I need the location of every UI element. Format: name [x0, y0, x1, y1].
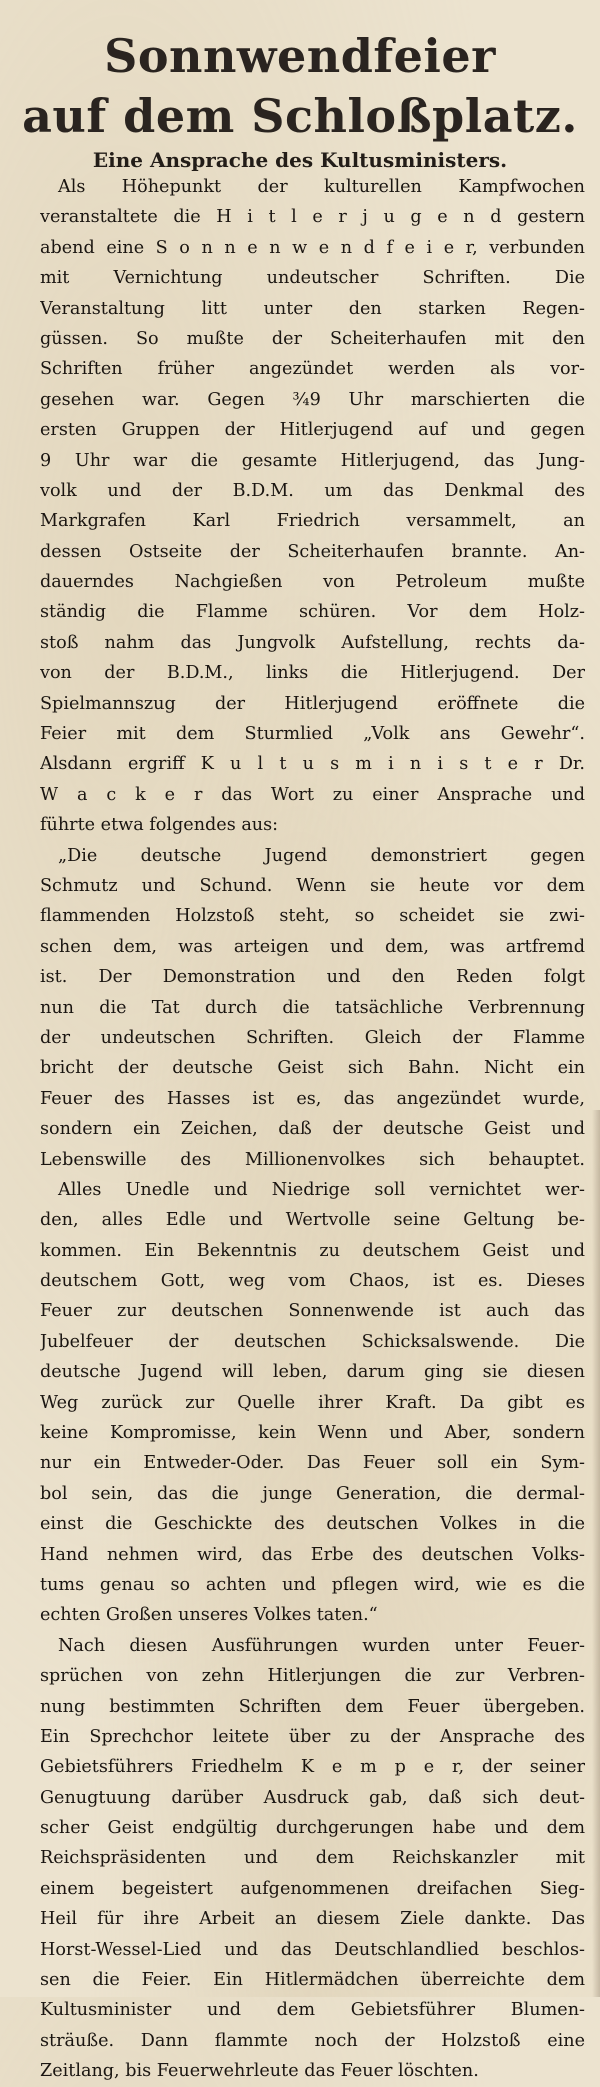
- article-line: Markgrafen Karl Friedrich versammelt, an: [40, 511, 585, 532]
- article-line: Schmutz und Schund. Wenn sie heute vor dem: [40, 875, 585, 896]
- article-line: Schriften früher angezündet werden als vor-: [40, 359, 585, 380]
- article-line: volk und der B.D.M. um das Denkmal des: [40, 480, 585, 501]
- article-line: Veranstaltung litt unter den starken Regen-: [40, 298, 585, 319]
- article-line: Feuer zur deutschen Sonnenwende ist auch das: [40, 1301, 585, 1322]
- article-line: einst die Geschickte des deutschen Volkes in die: [40, 1514, 585, 1535]
- article-line: veranstaltete die H i t l e r j u g e n d gestern: [40, 207, 585, 228]
- article-line: ist. Der Demonstration und den Reden folgt: [40, 967, 585, 988]
- article-line: nur ein Entweder-Oder. Das Feuer soll ein Sym-: [40, 1453, 585, 1474]
- article-line: deutsche Jugend will leben, darum ging sie diesen: [40, 1362, 585, 1383]
- article-line: Ein Sprechchor leitete über zu der Ansprache des: [40, 1726, 585, 1747]
- article-line: der undeutschen Schriften. Gleich der Flamme: [40, 1027, 585, 1048]
- article-line: Kultusminister und dem Gebietsführer Blumen-: [40, 2000, 585, 2021]
- article-line: Lebenswille des Millionenvolkes sich behauptet.: [40, 1149, 585, 1170]
- article-line: Als Höhepunkt der kulturellen Kampfwochen: [58, 177, 585, 197]
- article-line: bricht der deutsche Geist sich Bahn. Nicht ein: [40, 1058, 585, 1079]
- article-line: von der B.D.M., links die Hitlerjugend. Der: [40, 663, 585, 684]
- article-line: Feuer des Hasses ist es, das angezündet wurde,: [40, 1088, 585, 1109]
- article-line: Horst-Wessel-Lied und das Deutschlandlied beschlos-: [40, 1939, 585, 1960]
- article-line: deutschem Gott, weg vom Chaos, ist es. Dieses: [40, 1271, 585, 1292]
- article-line: kommen. Ein Bekenntnis zu deutschem Geist und: [40, 1240, 585, 1261]
- article-line: sen die Feier. Ein Hitlermädchen überreichte dem: [40, 1970, 585, 1991]
- article-line: nung bestimmten Schriften dem Feuer übergeben.: [40, 1696, 585, 1717]
- article-line: „Die deutsche Jugend demonstriert gegen: [58, 845, 585, 866]
- article-line: güssen. So mußte der Scheiterhaufen mit den: [40, 328, 585, 349]
- article-line: flammenden Holzstoß steht, so scheidet sie zwi-: [40, 906, 585, 927]
- article-line: stoß nahm das Jungvolk Aufstellung, rechts da-: [40, 632, 585, 653]
- article-line: sträuße. Dann flammte noch der Holzstoß eine: [40, 2030, 585, 2051]
- article-line: den, alles Edle und Wertvolle seine Geltung be-: [40, 1210, 585, 1231]
- article-line: keine Kompromisse, kein Wenn und Aber, sondern: [40, 1423, 585, 1444]
- article-body: [40, 172, 585, 2087]
- article-line: 9 Uhr war die gesamte Hitlerjugend, das Jung-: [40, 450, 585, 471]
- page-edge-shadow: [592, 1110, 600, 1997]
- article-line: Alsdann ergriff K u l t u s m i n i s t e r Dr.: [40, 754, 585, 775]
- article-line: ersten Gruppen der Hitlerjugend auf und gegen: [40, 420, 585, 441]
- article-line: Heil für ihre Arbeit an diesem Ziele dankte. Das: [40, 1909, 585, 1930]
- article-line: echten Großen unseres Volkes taten.“: [40, 1605, 378, 1626]
- headline-line-2: auf dem Schloßplatz.: [22, 89, 578, 143]
- article-line: schen dem, was arteigen und dem, was artfremd: [40, 936, 585, 957]
- article-line: dessen Ostseite der Scheiterhaufen brannte. An-: [40, 541, 585, 562]
- article-line: Jubelfeuer der deutschen Schicksalswende. Die: [40, 1331, 585, 1352]
- article-line: Nach diesen Ausführungen wurden unter Feuer-: [58, 1635, 585, 1656]
- article-line: Weg zurück zur Quelle ihrer Kraft. Da gibt es: [40, 1392, 585, 1413]
- article-line: Spielmannszug der Hitlerjugend eröffnete die: [40, 693, 585, 714]
- article-line: dauerndes Nachgießen von Petroleum mußte: [40, 572, 585, 593]
- article-line: nun die Tat durch die tatsächliche Verbrennung: [40, 997, 585, 1018]
- subheadline: Eine Ansprache des Kultusministers.: [92, 148, 508, 172]
- article-line: sondern ein Zeichen, daß der deutsche Geist und: [40, 1119, 585, 1140]
- article-line: Zeitlang, bis Feuerwehrleute das Feuer löschten.: [40, 2061, 479, 2082]
- headline-line-1: Sonnwendfeier: [104, 29, 496, 83]
- article-line: Genugtuung darüber Ausdruck gab, daß sich deut-: [40, 1787, 585, 1808]
- article-line: tums genau so achten und pflegen wird, wie es die: [40, 1574, 585, 1595]
- article-line: mit Vernichtung undeutscher Schriften. Die: [40, 268, 585, 289]
- article-line: scher Geist endgültig durchgerungen habe und dem: [40, 1818, 585, 1839]
- article-line: Gebietsführers Friedhelm K e m p e r, der seiner: [40, 1757, 585, 1778]
- article-line: Alles Unedle und Niedrige soll vernichtet wer-: [58, 1179, 585, 1200]
- article-line: Reichspräsidenten und dem Reichskanzler mit: [40, 1848, 585, 1869]
- article-line: W a c k e r das Wort zu einer Ansprache und: [40, 784, 585, 805]
- article-line: führte etwa folgendes aus:: [40, 815, 279, 836]
- article-line: sprüchen von zehn Hitlerjungen die zur Verbren-: [40, 1666, 585, 1687]
- article-line: Feier mit dem Sturmlied „Volk ans Gewehr“.: [40, 724, 585, 745]
- article-line: abend eine S o n n e n w e n d f e i e r, verbunden: [40, 237, 585, 258]
- article-line: gesehen war. Gegen ¾9 Uhr marschierten die: [40, 389, 585, 410]
- article-line: einem begeistert aufgenommenen dreifachen Sieg-: [40, 1878, 585, 1899]
- article-line: ständig die Flamme schüren. Vor dem Holz-: [40, 602, 585, 623]
- article-line: bol sein, das die junge Generation, die dermal-: [40, 1483, 585, 1504]
- article-line: Hand nehmen wird, das Erbe des deutschen Volks-: [40, 1544, 585, 1565]
